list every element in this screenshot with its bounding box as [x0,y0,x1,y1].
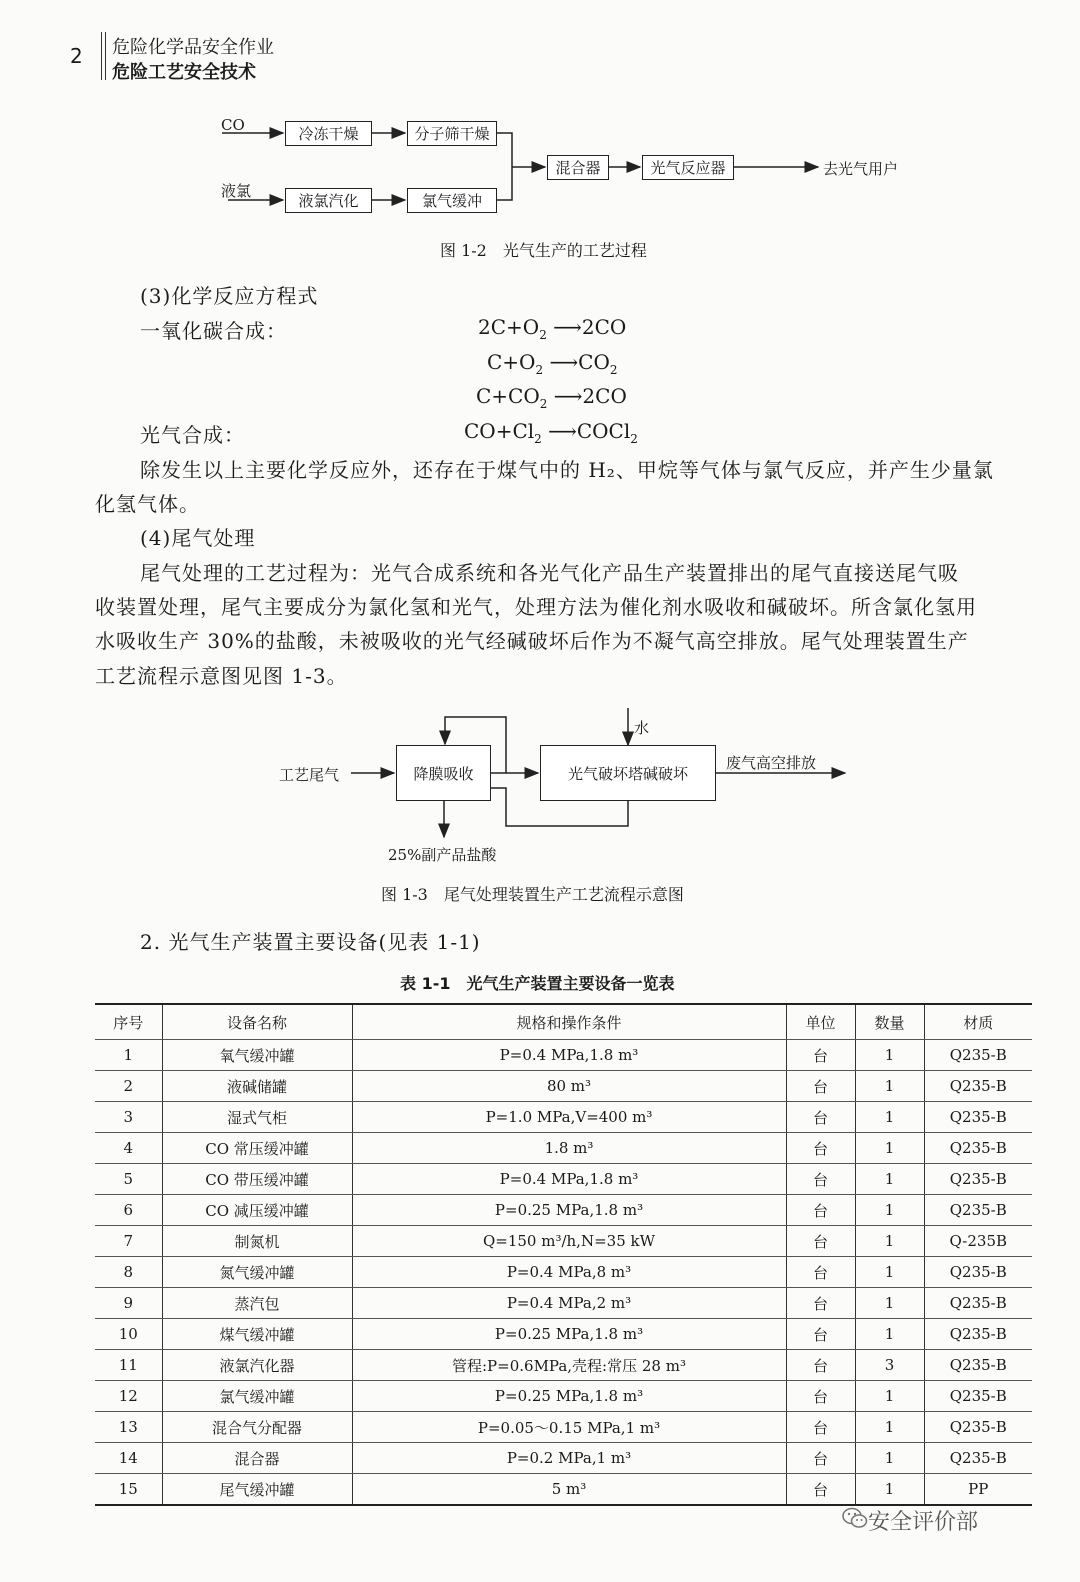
table-cell: Q235-B [924,1040,1032,1071]
table-row [95,1443,1032,1474]
table-cell: 台 [786,1133,855,1164]
table-cell: Q235-B [924,1133,1032,1164]
table-cell: Q235-B [924,1412,1032,1443]
table-row [95,1102,1032,1133]
table-cell: 煤气缓冲罐 [162,1319,352,1350]
equipment-table [95,1003,1032,1506]
input-liquid-chlorine-label: 液氯 [221,182,252,200]
equation: $C+CO_2$ ⟶2CO [476,384,627,411]
paragraph-line: 收装置处理，尾气主要成分为氯化氢和光气，处理方法为催化剂水吸收和碱破坏。所含氯化氢用 [95,595,977,619]
table-cell: Q235-B [924,1195,1032,1226]
table-cell: P=0.4 MPa,1.8 m³ [352,1164,786,1195]
table-cell: Q235-B [924,1164,1032,1195]
wechat-icon [842,1506,868,1530]
table-cell: 1 [855,1040,924,1071]
table-cell: 13 [95,1412,162,1443]
table-cell: Q235-B [924,1443,1032,1474]
table-cell: 14 [95,1443,162,1474]
figure-caption: 图 1-2 光气生产的工艺过程 [440,241,647,260]
watermark-text: 安全评价部 [868,1510,979,1535]
output-label: 废气高空排放 [726,754,817,772]
table-cell: 混合气分配器 [162,1412,352,1443]
phosgene-destroy-tower-box: 光气破坏塔碱破坏 [540,745,716,801]
table-cell: 1 [855,1164,924,1195]
table-cell: 1 [855,1412,924,1443]
table-cell: 1 [855,1288,924,1319]
table-cell: Q=150 m³/h,N=35 kW [352,1226,786,1257]
falling-film-absorb-box: 降膜吸收 [396,745,491,801]
table-cell: 台 [786,1319,855,1350]
table-cell: Q235-B [924,1102,1032,1133]
figure-caption: 图 1-3 尾气处理装置生产工艺流程示意图 [381,885,684,904]
table-cell: PP [924,1474,1032,1506]
table-cell: 台 [786,1381,855,1412]
table-cell: 液碱储罐 [162,1071,352,1102]
column-header: 材质 [924,1004,1032,1040]
table-row [95,1195,1032,1226]
table-cell: 尾气缓冲罐 [162,1474,352,1506]
table-cell: 9 [95,1288,162,1319]
table-row [95,1257,1032,1288]
molecular-sieve-box: 分子筛干燥 [407,121,497,146]
table-cell: 1 [855,1226,924,1257]
table-cell: 台 [786,1226,855,1257]
table-cell: 1 [855,1443,924,1474]
table-cell: 1 [95,1040,162,1071]
freeze-dry-box: 冷冻干燥 [285,121,372,146]
output-label: 去光气用户 [823,160,899,178]
series-title: 危险化学品安全作业 [112,37,274,58]
table-cell: 台 [786,1071,855,1102]
table-cell: 5 [95,1164,162,1195]
table-cell: 12 [95,1381,162,1412]
table-row [95,1040,1032,1071]
equation: $CO+Cl_2$ ⟶COCl$_2$ [464,419,638,446]
table-cell: Q-235B [924,1226,1032,1257]
water-label: 水 [634,719,650,737]
table-row [95,1381,1032,1412]
table-row [95,1071,1032,1102]
table-cell: P=0.25 MPa,1.8 m³ [352,1381,786,1412]
phosgene-reactor-box: 光气反应器 [642,155,734,180]
table-cell: 1 [855,1381,924,1412]
table-row [95,1350,1032,1381]
table-cell: 蒸汽包 [162,1288,352,1319]
table-row [95,1288,1032,1319]
paragraph-line: 工艺流程示意图见图 1-3。 [95,664,348,688]
table-cell: 台 [786,1412,855,1443]
table-cell: 2 [95,1071,162,1102]
table-cell: Q235-B [924,1257,1032,1288]
table-cell: P=0.05～0.15 MPa,1 m³ [352,1412,786,1443]
table-row [95,1474,1032,1506]
table-cell: 1 [855,1195,924,1226]
table-cell: 1 [855,1474,924,1506]
table-cell: 15 [95,1474,162,1506]
phosgene-synthesis-label: 光气合成： [140,423,245,447]
table-cell: 制氮机 [162,1226,352,1257]
book-title: 危险工艺安全技术 [112,62,256,83]
paragraph-line: 除发生以上主要化学反应外，还存在于煤气中的 H₂、甲烷等气体与氯气反应，并产生少量氯 [140,458,994,482]
table-cell: 80 m³ [352,1071,786,1102]
section-heading: (3)化学反应方程式 [140,284,319,308]
table-cell: 台 [786,1164,855,1195]
table-cell: Q235-B [924,1288,1032,1319]
column-header: 单位 [786,1004,855,1040]
table-cell: 7 [95,1226,162,1257]
equation: $C+O_2$ $⟶CO_2$ [487,350,618,377]
table-cell: 6 [95,1195,162,1226]
table-cell: 5 m³ [352,1474,786,1506]
table-cell: P=0.4 MPa,2 m³ [352,1288,786,1319]
table-cell: Q235-B [924,1319,1032,1350]
table-cell: P=0.4 MPa,8 m³ [352,1257,786,1288]
column-header: 序号 [95,1004,162,1040]
table-cell: 8 [95,1257,162,1288]
table-cell: 台 [786,1257,855,1288]
table-cell: 11 [95,1350,162,1381]
table-cell: 1 [855,1071,924,1102]
paragraph-line: 尾气处理的工艺过程为：光气合成系统和各光气化产品生产装置排出的尾气直接送尾气吸 [140,561,959,585]
equation: $2C+O_2$ ⟶2CO [478,315,627,342]
table-cell: 1.8 m³ [352,1133,786,1164]
table-cell: 台 [786,1288,855,1319]
table-cell: 3 [855,1350,924,1381]
table-cell: CO 常压缓冲罐 [162,1133,352,1164]
table-title: 表 1-1 光气生产装置主要设备一览表 [400,974,675,993]
table-cell: 10 [95,1319,162,1350]
table-row [95,1226,1032,1257]
table-cell: P=0.25 MPa,1.8 m³ [352,1195,786,1226]
table-cell: 1 [855,1257,924,1288]
table-cell: 1 [855,1133,924,1164]
table-cell: 管程:P=0.6MPa,壳程:常压 28 m³ [352,1350,786,1381]
table-cell: 湿式气柜 [162,1102,352,1133]
chlorine-buffer-box: 氯气缓冲 [407,188,497,213]
table-cell: 台 [786,1195,855,1226]
mixer-box: 混合器 [547,155,609,180]
table-row [95,1133,1032,1164]
table-cell: 台 [786,1474,855,1506]
column-header: 数量 [855,1004,924,1040]
table-cell: P=0.25 MPa,1.8 m³ [352,1319,786,1350]
chlorine-vaporize-box: 液氯汽化 [285,188,372,213]
page-number: 2 [70,44,83,68]
co-synthesis-label: 一氧化碳合成： [140,319,287,343]
table-cell: 氧气缓冲罐 [162,1040,352,1071]
table-cell: CO 带压缓冲罐 [162,1164,352,1195]
table-row [95,1164,1032,1195]
table-cell: 3 [95,1102,162,1133]
table-cell: 氮气缓冲罐 [162,1257,352,1288]
table-cell: P=1.0 MPa,V=400 m³ [352,1102,786,1133]
table-cell: 1 [855,1319,924,1350]
flow-arrows [0,0,1080,230]
table-cell: 1 [855,1102,924,1133]
section-heading: 2. 光气生产装置主要设备(见表 1-1) [140,930,481,954]
table-cell: Q235-B [924,1071,1032,1102]
table-cell: Q235-B [924,1350,1032,1381]
table-cell: 混合器 [162,1443,352,1474]
byproduct-label: 25%副产品盐酸 [388,846,497,864]
table-cell: Q235-B [924,1381,1032,1412]
input-tail-gas-label: 工艺尾气 [279,766,340,784]
table-row [95,1319,1032,1350]
table-cell: 4 [95,1133,162,1164]
table-cell: 台 [786,1350,855,1381]
table-cell: P=0.2 MPa,1 m³ [352,1443,786,1474]
section-heading: (4)尾气处理 [140,526,256,550]
input-co-label: CO [221,116,245,134]
table-cell: P=0.4 MPa,1.8 m³ [352,1040,786,1071]
table-cell: CO 减压缓冲罐 [162,1195,352,1226]
column-header: 设备名称 [162,1004,352,1040]
paragraph-line: 化氢气体。 [95,492,200,516]
table-cell: 液氯汽化器 [162,1350,352,1381]
paragraph-line: 水吸收生产 30%的盐酸，未被吸收的光气经碱破坏后作为不凝气高空排放。尾气处理装置生产 [95,629,969,653]
table-cell: 台 [786,1040,855,1071]
table-header-row [95,1004,1032,1040]
table-row [95,1412,1032,1443]
table-cell: 台 [786,1102,855,1133]
table-cell: 台 [786,1443,855,1474]
column-header: 规格和操作条件 [352,1004,786,1040]
table-cell: 氯气缓冲罐 [162,1381,352,1412]
